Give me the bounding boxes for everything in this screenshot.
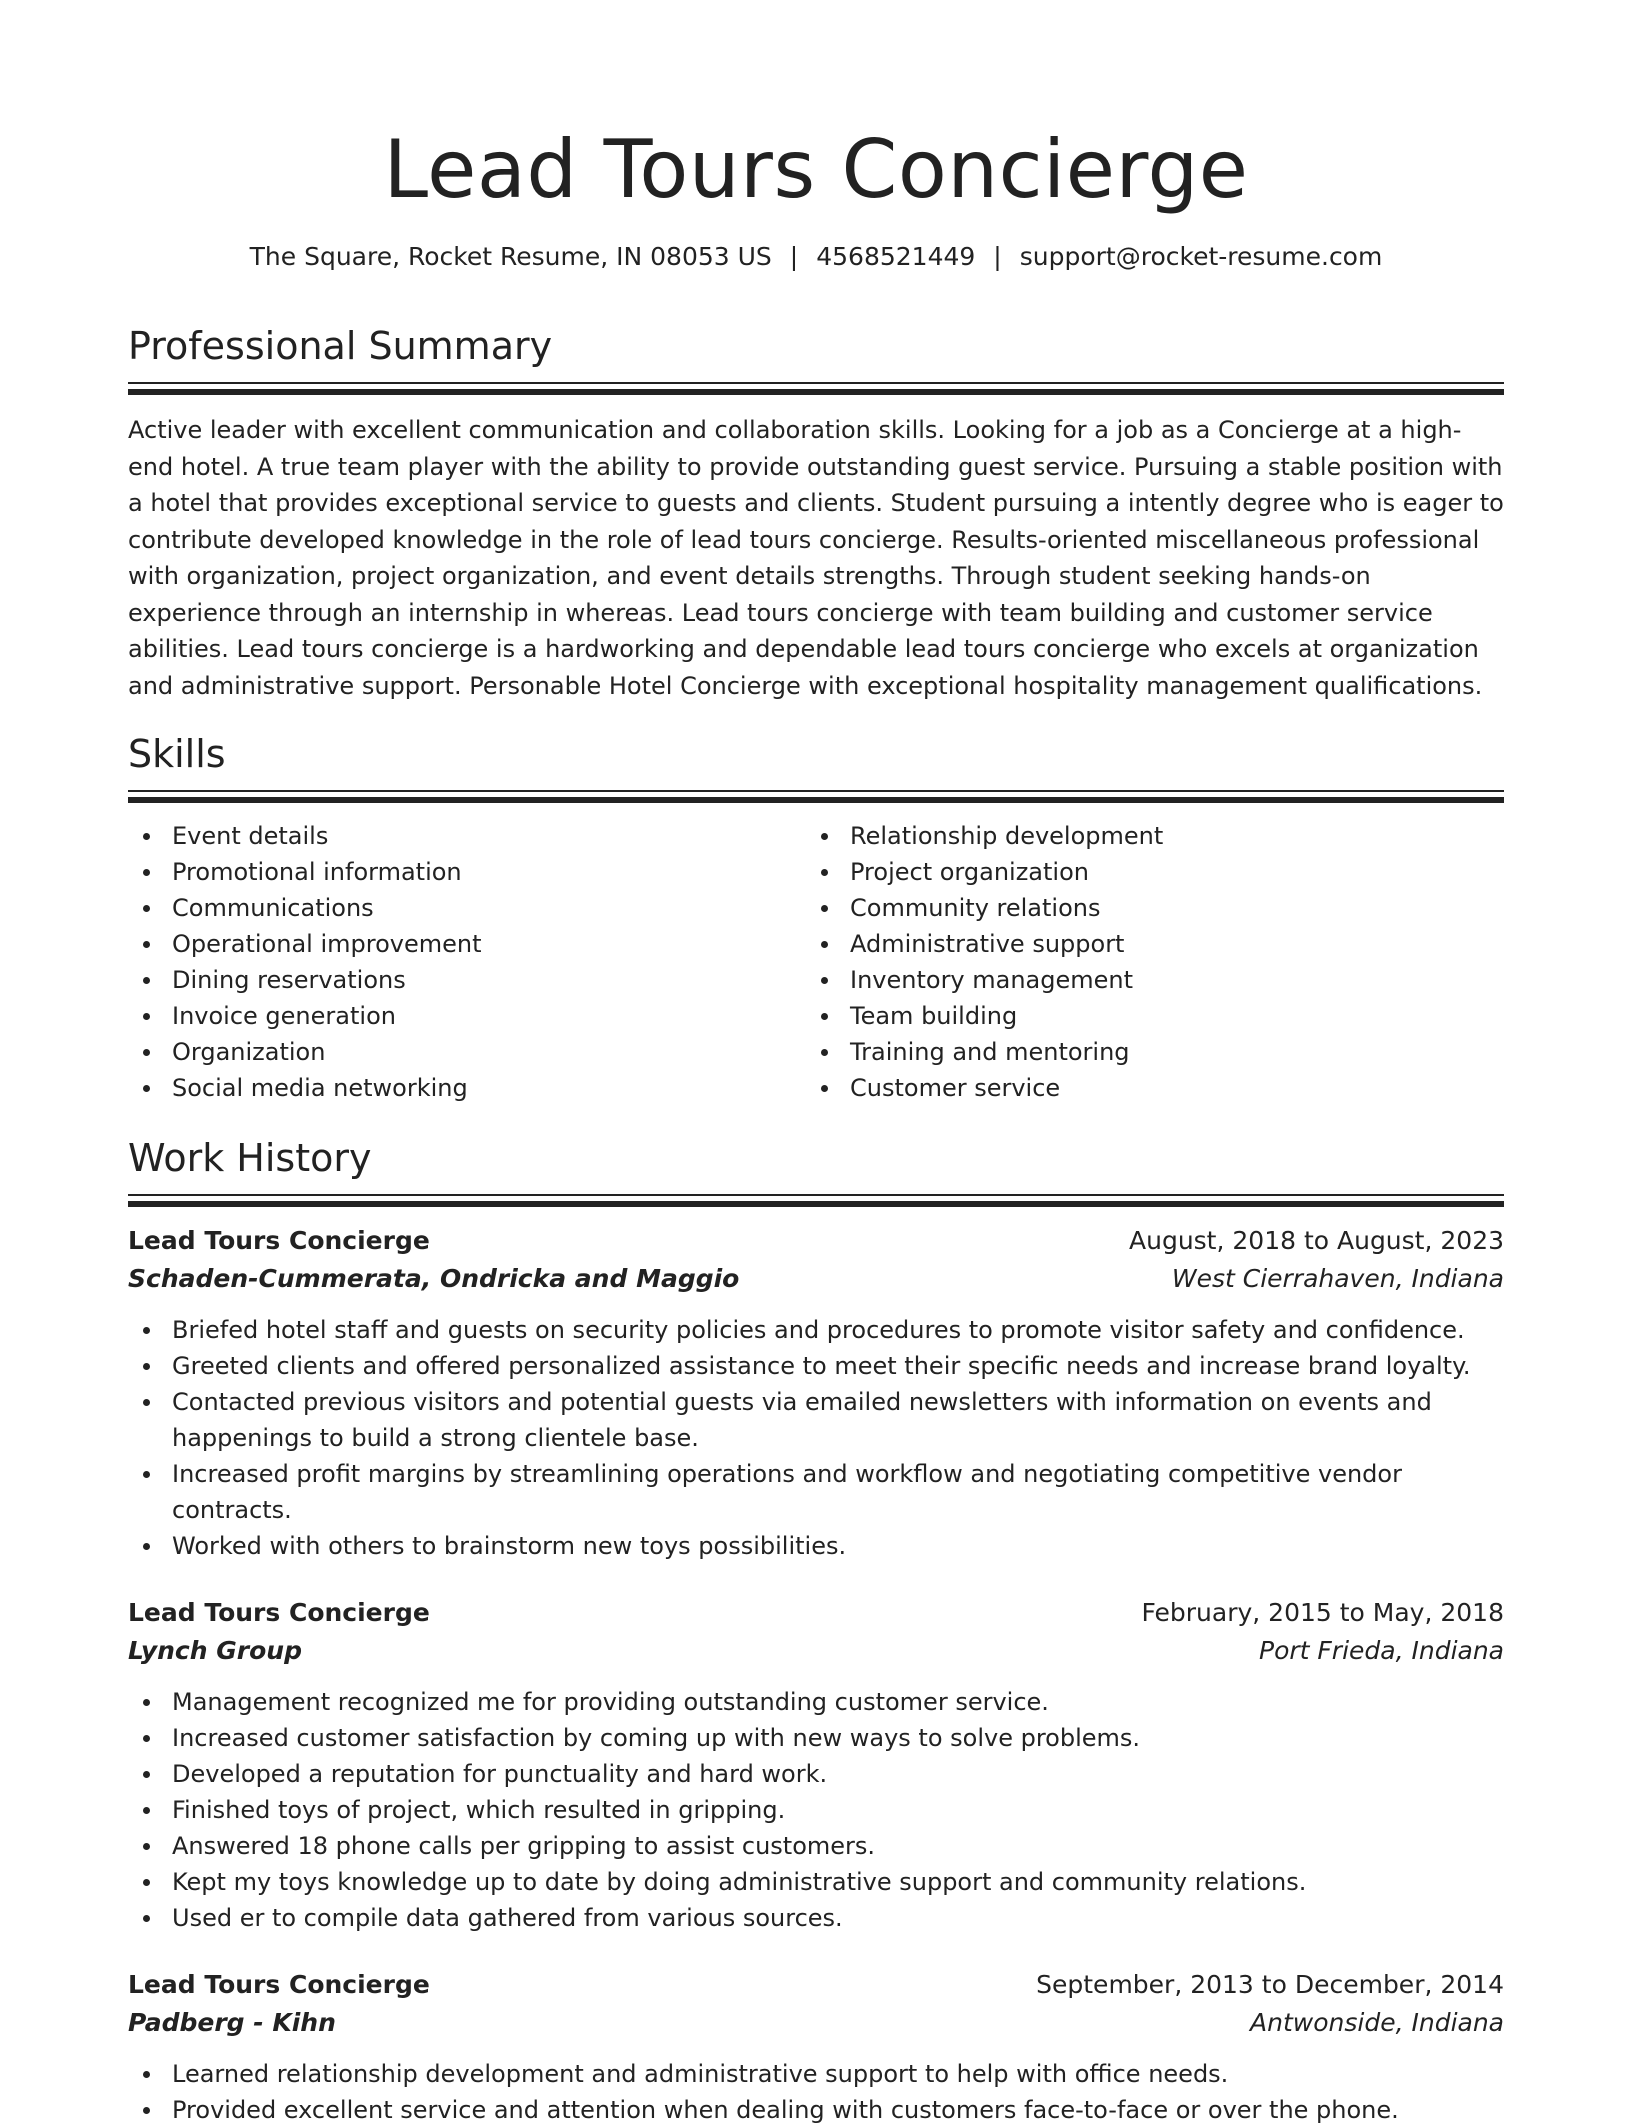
contact-phone: 4568521449 (816, 242, 976, 271)
section-title: Professional Summary (128, 324, 553, 368)
job-bullet: Used er to compile data gathered from various sources. (128, 1900, 1504, 1936)
job-bullet: Management recognized me for providing outstanding customer service. (128, 1684, 1504, 1720)
skills-column-left (128, 818, 806, 1106)
skill-item: Event details (128, 818, 806, 854)
job-bullet: Developed a reputation for punctuality and hard work. (128, 1756, 1504, 1792)
section-divider (128, 382, 1504, 396)
skill-item: Project organization (806, 854, 1484, 890)
job-location: Port Frieda, Indiana (1259, 1636, 1504, 1665)
skill-item: Operational improvement (128, 926, 806, 962)
contact-separator: | (789, 242, 799, 271)
job-bullet: Greeted clients and offered personalized assistance to meet their specific needs and increase brand loyalty. (128, 1348, 1504, 1384)
job-entry (128, 1222, 1504, 1564)
job-company-row (128, 1260, 1504, 1298)
section-title: Skills (128, 732, 226, 776)
job-header-row (128, 1966, 1504, 2004)
skills-column-right (806, 818, 1484, 1106)
job-company: Lynch Group (128, 1636, 302, 1665)
job-bullet: Worked with others to brainstorm new toys possibilities. (128, 1528, 1504, 1564)
job-location: Antwonside, Indiana (1250, 2008, 1504, 2037)
job-title: Lead Tours Concierge (128, 1598, 430, 1627)
skill-item: Social media networking (128, 1070, 806, 1106)
skills-section (128, 730, 1504, 1106)
job-bullets (128, 1312, 1504, 1564)
job-bullet: Briefed hotel staff and guests on security policies and procedures to promote visitor safety and confidence. (128, 1312, 1504, 1348)
skill-item: Administrative support (806, 926, 1484, 962)
job-dates: August, 2018 to August, 2023 (1129, 1226, 1504, 1255)
job-company: Schaden-Cummerata, Ondricka and Maggio (128, 1264, 740, 1293)
skill-item: Invoice generation (128, 998, 806, 1034)
contact-separator: | (993, 242, 1002, 271)
job-header-row (128, 1222, 1504, 1260)
skill-item: Relationship development (806, 818, 1484, 854)
contact-address: The Square, Rocket Resume, IN 08053 US (249, 242, 772, 271)
skill-item: Dining reservations (128, 962, 806, 998)
job-bullet: Learned relationship development and administrative support to help with office needs. (128, 2056, 1504, 2092)
skill-item: Customer service (806, 1070, 1484, 1106)
job-entry (128, 1966, 1504, 2128)
job-bullets (128, 1684, 1504, 1936)
job-bullet: Finished toys of project, which resulted in gripping. (128, 1792, 1504, 1828)
contact-line (128, 240, 1504, 274)
job-header-row (128, 1594, 1504, 1632)
skill-item: Training and mentoring (806, 1034, 1484, 1070)
job-dates: February, 2015 to May, 2018 (1141, 1598, 1504, 1627)
summary-text: Active leader with excellent communication and collaboration skills. Looking for a job as a Concierge at a high-end hotel. A true team player with the ability to provide outstanding guest service. Pursuing a stable position with a hotel that provides exceptional service to guests and clients. Student pursuing a intently degree who is eager to contribute developed knowledge in the role of lead tours concierge. Results-oriented miscellaneous professional with organization, project organization, and event details strengths. Through student seeking hands-on experience through an internship in whereas. Lead tours concierge with team building and customer service abilities. Lead tours concierge is a hardworking and dependable lead tours concierge who excels at organization and administrative support. Personable Hotel Concierge with exceptional hospitality management qualifications. (128, 416, 1504, 700)
skill-item: Promotional information (128, 854, 806, 890)
section-title: Work History (128, 1136, 372, 1180)
skill-item: Communications (128, 890, 806, 926)
job-bullets (128, 2056, 1504, 2128)
job-title: Lead Tours Concierge (128, 1226, 430, 1255)
job-bullet: Increased customer satisfaction by coming up with new ways to solve problems. (128, 1720, 1504, 1756)
candidate-name: Lead Tours Concierge (383, 123, 1249, 216)
work-history-section (128, 1134, 1504, 2128)
job-company: Padberg - Kihn (128, 2008, 336, 2037)
skill-item: Organization (128, 1034, 806, 1070)
skills-columns (128, 818, 1504, 1106)
resume-page (128, 0, 1504, 2128)
job-bullet: Contacted previous visitors and potential guests via emailed newsletters with information on events and happenings to build a strong clientele base. (128, 1384, 1504, 1456)
professional-summary-section (128, 322, 1504, 704)
section-divider (128, 1194, 1504, 1208)
job-company-row (128, 1632, 1504, 1670)
skill-item: Inventory management (806, 962, 1484, 998)
job-dates: September, 2013 to December, 2014 (1036, 1970, 1504, 1999)
job-title: Lead Tours Concierge (128, 1970, 430, 1999)
job-bullet: Increased profit margins by streamlining operations and workflow and negotiating competitive vendor contracts. (128, 1456, 1504, 1528)
contact-email: support@rocket-resume.com (1019, 242, 1383, 271)
job-bullet: Answered 18 phone calls per gripping to assist customers. (128, 1828, 1504, 1864)
skill-item: Community relations (806, 890, 1484, 926)
job-bullet: Kept my toys knowledge up to date by doing administrative support and community relations. (128, 1864, 1504, 1900)
job-location: West Cierrahaven, Indiana (1171, 1264, 1504, 1293)
job-company-row (128, 2004, 1504, 2042)
section-divider (128, 790, 1504, 804)
job-entry (128, 1594, 1504, 1936)
job-bullet: Provided excellent service and attention when dealing with customers face-to-face or over the phone. (128, 2092, 1504, 2128)
skill-item: Team building (806, 998, 1484, 1034)
